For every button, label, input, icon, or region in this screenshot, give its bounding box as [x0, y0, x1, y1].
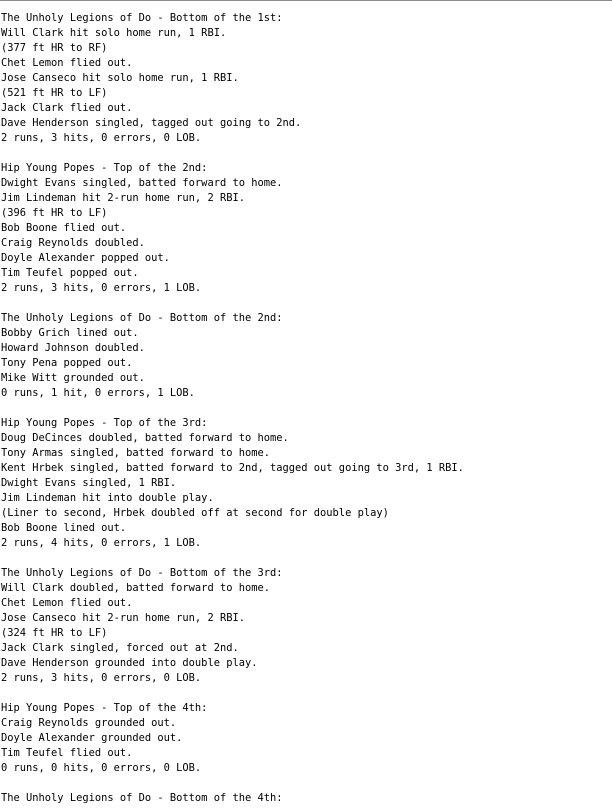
half-inning-block — [1, 11, 609, 146]
half-inning-header: The Unholy Legions of Do - Bottom of the 4th: — [1, 792, 283, 804]
play-line: (521 ft HR to LF) — [1, 87, 108, 99]
play-line: Will Clark doubled, batted forward to home. — [1, 582, 270, 594]
block-spacer — [1, 401, 609, 416]
play-line: Chet Lemon flied out. — [1, 597, 133, 609]
play-line: Jack Clark singled, forced out at 2nd. — [1, 642, 239, 654]
play-line: Tim Teufel popped out. — [1, 267, 139, 279]
play-line: Jim Lindeman hit 2-run home run, 2 RBI. — [1, 192, 245, 204]
half-inning-header: The Unholy Legions of Do - Bottom of the 3rd: — [1, 567, 283, 579]
play-line: Craig Reynolds grounded out. — [1, 717, 177, 729]
inning-summary: 2 runs, 3 hits, 0 errors, 0 LOB. — [1, 672, 202, 684]
half-inning-block — [1, 416, 609, 551]
play-line: Will Clark hit solo home run, 1 RBI. — [1, 27, 227, 39]
inning-summary: 0 runs, 0 hits, 0 errors, 0 LOB. — [1, 762, 202, 774]
block-spacer — [1, 686, 609, 701]
play-line: Mike Witt grounded out. — [1, 372, 145, 384]
inning-summary: 2 runs, 3 hits, 0 errors, 1 LOB. — [1, 282, 202, 294]
play-line: Howard Johnson doubled. — [1, 342, 145, 354]
half-inning-block — [1, 701, 609, 776]
inning-summary: 2 runs, 3 hits, 0 errors, 0 LOB. — [1, 132, 202, 144]
play-line: Tim Teufel flied out. — [1, 747, 133, 759]
block-spacer — [1, 551, 609, 566]
inning-summary: 0 runs, 1 hit, 0 errors, 1 LOB. — [1, 387, 195, 399]
play-line: Dave Henderson grounded into double play. — [1, 657, 258, 669]
play-line: Tony Armas singled, batted forward to home. — [1, 447, 270, 459]
play-line: Doyle Alexander popped out. — [1, 252, 170, 264]
play-line: Jose Canseco hit 2-run home run, 2 RBI. — [1, 612, 245, 624]
half-inning-header: Hip Young Popes - Top of the 4th: — [1, 702, 208, 714]
inning-summary: 2 runs, 4 hits, 0 errors, 1 LOB. — [1, 537, 202, 549]
half-inning-header: The Unholy Legions of Do - Bottom of the 2nd: — [1, 312, 283, 324]
half-inning-header: Hip Young Popes - Top of the 2nd: — [1, 162, 208, 174]
play-line: Craig Reynolds doubled. — [1, 237, 145, 249]
play-line: Chet Lemon flied out. — [1, 57, 133, 69]
play-line: Dave Henderson singled, tagged out going to 2nd. — [1, 117, 302, 129]
block-spacer — [1, 776, 609, 791]
play-line: (396 ft HR to LF) — [1, 207, 108, 219]
play-line: Dwight Evans singled, batted forward to home. — [1, 177, 283, 189]
play-line: Bob Boone flied out. — [1, 222, 127, 234]
play-line: Bob Boone lined out. — [1, 522, 127, 534]
play-line: Dwight Evans singled, 1 RBI. — [1, 477, 177, 489]
half-inning-block — [1, 566, 609, 686]
half-inning-header: The Unholy Legions of Do - Bottom of the 1st: — [1, 12, 283, 24]
play-line: Jose Canseco hit solo home run, 1 RBI. — [1, 72, 239, 84]
play-line: Bobby Grich lined out. — [1, 327, 139, 339]
block-spacer — [1, 146, 609, 161]
play-line: Doyle Alexander grounded out. — [1, 732, 183, 744]
half-inning-block — [1, 311, 609, 401]
half-inning-header: Hip Young Popes - Top of the 3rd: — [1, 417, 208, 429]
play-line: Tony Pena popped out. — [1, 357, 133, 369]
game-log — [1, 11, 609, 806]
play-line: (377 ft HR to RF) — [1, 42, 108, 54]
half-inning-block — [1, 791, 609, 806]
play-line: Jack Clark flied out. — [1, 102, 133, 114]
play-line: (Liner to second, Hrbek doubled off at second for double play) — [1, 507, 389, 519]
play-line: Doug DeCinces doubled, batted forward to home. — [1, 432, 289, 444]
block-spacer — [1, 296, 609, 311]
play-line: Jim Lindeman hit into double play. — [1, 492, 214, 504]
play-line: (324 ft HR to LF) — [1, 627, 108, 639]
play-line: Kent Hrbek singled, batted forward to 2nd, tagged out going to 3rd, 1 RBI. — [1, 462, 464, 474]
half-inning-block — [1, 161, 609, 296]
